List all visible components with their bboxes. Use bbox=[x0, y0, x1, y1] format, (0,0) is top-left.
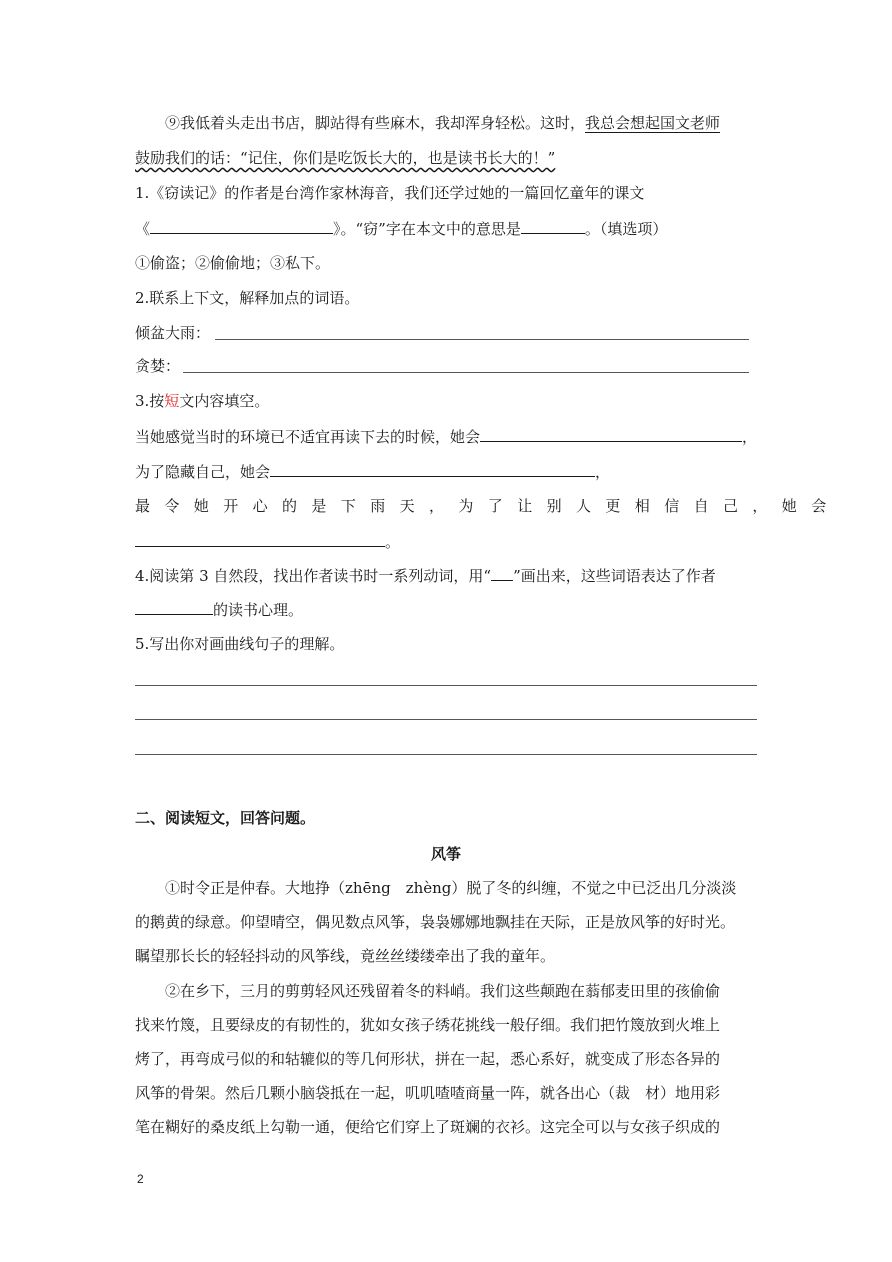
paragraph-9-line-1 bbox=[165, 112, 720, 134]
punctuation: ， bbox=[595, 463, 611, 481]
answer-line-5a[interactable] bbox=[135, 685, 757, 686]
question-3-stem-start: 3.按 bbox=[135, 392, 165, 410]
answer-blank-3b[interactable] bbox=[270, 460, 595, 477]
question-1-stem: 1.《窃读记》的作者是台湾作家林海音，我们还学过她的一篇回忆童年的课文 bbox=[135, 184, 645, 202]
question-2-stem-text: 2.联系上下文，解释加点的词语。 bbox=[135, 289, 360, 307]
answer-blank-meaning[interactable] bbox=[521, 217, 585, 234]
question-3-stem bbox=[135, 390, 269, 412]
page-number: 2 bbox=[137, 1172, 144, 1186]
question-3-line-3 bbox=[135, 495, 841, 517]
paragraph-9-text: ⑨我低着头走出书店，脚站得有些麻木，我却浑身轻松。这时， bbox=[165, 114, 586, 132]
passage-text: 瞩望那长长的轻轻抖动的风筝线，竟丝丝缕缕牵出了我的童年。 bbox=[135, 947, 556, 965]
question-4-text-a: 4.阅读第 3 自然段，找出作者读书时一系列动词，用“ bbox=[135, 567, 492, 585]
paragraph-9-line-2 bbox=[135, 147, 555, 169]
question-4-text-b: ”画出来，这些词语表达了作者 bbox=[513, 567, 716, 585]
question-3-line-3-text: 最令她开心的是下雨天，为了让别人更相信自己，她会 bbox=[135, 497, 841, 515]
question-5-stem-text: 5.写出你对画曲线句子的理解。 bbox=[135, 635, 345, 653]
question-2-item-1 bbox=[135, 322, 210, 344]
question-4-line-1 bbox=[135, 564, 716, 587]
question-4-line-2-text: 的读书心理。 bbox=[213, 601, 304, 619]
question-1-prompt: 》。“窃”字在本文中的意思是 bbox=[333, 220, 521, 238]
question-1-line-2 bbox=[135, 217, 667, 240]
question-2-stem bbox=[135, 287, 359, 309]
passage-p1-line-2 bbox=[135, 911, 735, 933]
question-5-stem bbox=[135, 633, 344, 655]
question-3-line-1-text: 当她感觉当时的环境已不适宜再读下去的时候，她会 bbox=[135, 428, 481, 446]
question-3-line-2-text: 为了隐藏自己，她会 bbox=[135, 463, 271, 481]
question-1-options-text: ①偷盗；②偷偷地；③私下。 bbox=[135, 254, 331, 272]
answer-blank-4[interactable] bbox=[135, 598, 213, 615]
section-2-heading-text: 二、阅读短文，回答问题。 bbox=[135, 809, 316, 827]
question-3-highlight: 短 bbox=[164, 392, 180, 410]
punctuation: 。 bbox=[385, 533, 401, 551]
answer-line-5b[interactable] bbox=[135, 719, 757, 720]
passage-p2-line-4 bbox=[135, 1082, 720, 1104]
question-1-note: 。（填选项） bbox=[584, 220, 668, 238]
question-1-bracket-open: 《 bbox=[135, 220, 151, 238]
question-3-stem-end: 文内容填空。 bbox=[179, 392, 270, 410]
answer-blank-3c[interactable] bbox=[135, 530, 385, 547]
wavy-underlined-sentence: 鼓励我们的话：“记住，你们是吃饭长大的，也是读书长大的！” bbox=[135, 149, 556, 167]
passage-title: 风筝 bbox=[430, 845, 461, 863]
question-3-line-4 bbox=[135, 530, 400, 553]
question-2-item-2-label: 贪婪： bbox=[135, 357, 181, 375]
passage-text: 烤了，再弯成弓似的和轱辘似的等几何形状，拼在一起，悉心系好，就变成了形态各异的 bbox=[135, 1050, 721, 1068]
question-3-line-2 bbox=[135, 460, 610, 483]
passage-p2-line-5 bbox=[135, 1116, 720, 1138]
passage-text: 笔在糊好的桑皮纸上勾勒一通，便给它们穿上了斑斓的衣衫。这完全可以与女孩子织成的 bbox=[135, 1118, 721, 1136]
question-1-line-1 bbox=[135, 182, 756, 204]
question-1-options bbox=[135, 252, 330, 274]
passage-text: ②在乡下，三月的剪剪轻风还残留着冬的料峭。我们这些颠跑在蓊郁麦田里的孩偷偷 bbox=[165, 982, 721, 1000]
section-2-heading bbox=[135, 807, 315, 829]
question-4-line-2 bbox=[135, 598, 303, 621]
underline-sample bbox=[491, 564, 513, 581]
question-2-item-2 bbox=[135, 355, 180, 377]
question-2-item-1-label: 倾盆大雨： bbox=[135, 324, 211, 342]
passage-p2-line-1 bbox=[165, 980, 720, 1002]
answer-line-5c[interactable] bbox=[135, 754, 757, 755]
question-3-line-1 bbox=[135, 425, 757, 448]
answer-blank-3a[interactable] bbox=[480, 425, 742, 442]
wavy-underlined-sentence-start: 我总会想起国文老师 bbox=[585, 114, 721, 132]
passage-text: 风筝的骨架。然后几颗小脑袋抵在一起，叽叽喳喳商量一阵，就各出心（裁 材）地用彩 bbox=[135, 1084, 721, 1102]
passage-p2-line-3 bbox=[135, 1048, 720, 1070]
passage-text: 的鹅黄的绿意。仰望晴空，偶见数点风筝，袅袅娜娜地飘挂在天际，正是放风筝的好时光。 bbox=[135, 913, 736, 931]
passage-p2-line-2 bbox=[135, 1014, 720, 1036]
passage-p1-line-3 bbox=[135, 945, 555, 967]
answer-line-item-1[interactable] bbox=[215, 339, 749, 340]
passage-p1-line-1 bbox=[165, 877, 736, 899]
punctuation: ， bbox=[742, 428, 758, 446]
passage-text: ①时令正是仲春。大地挣（zhēng zhèng）脱了冬的纠缠，不觉之中已泛出几分淡淡 bbox=[165, 879, 737, 897]
passage-text: 找来竹篾，且要绿皮的有韧性的，犹如女孩子绣花挑线一般仔细。我们把竹篾放到火堆上 bbox=[135, 1016, 721, 1034]
answer-line-item-2[interactable] bbox=[183, 372, 749, 373]
answer-blank-lesson-title[interactable] bbox=[150, 217, 333, 234]
